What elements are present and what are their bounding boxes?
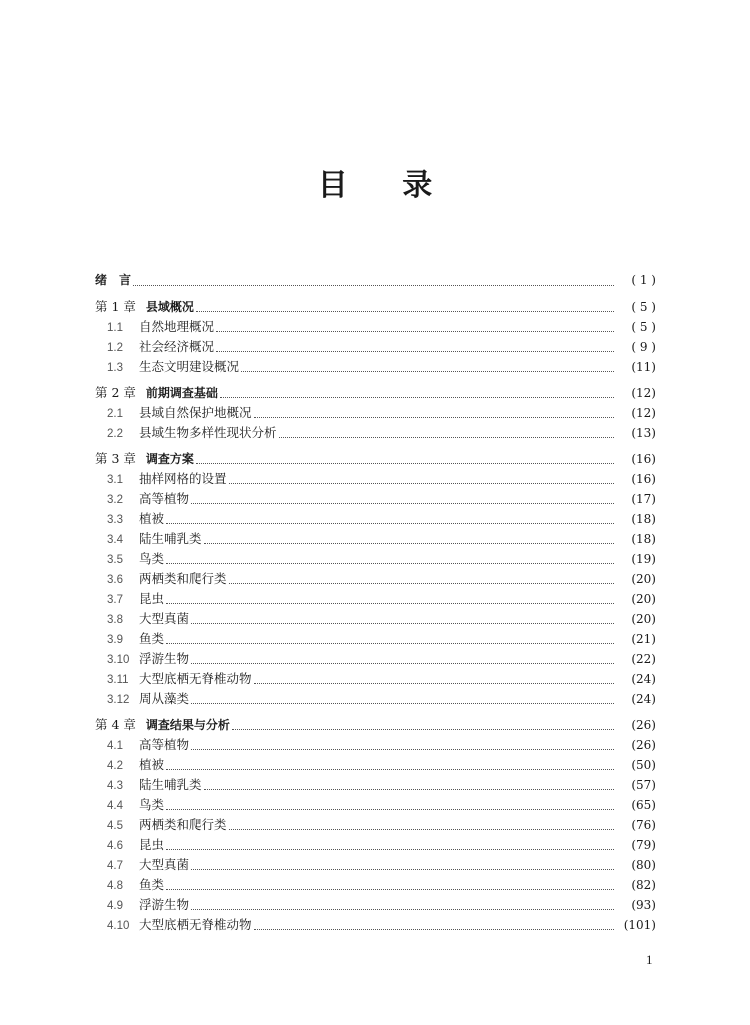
entry-number: 4.1: [107, 740, 123, 752]
entry-number: 3.1: [107, 474, 123, 486]
entry-title: 陆生哺乳类: [139, 777, 202, 792]
dot-leader: [166, 554, 614, 564]
entry-page-number: (26): [631, 738, 656, 752]
dot-leader: [166, 514, 614, 524]
entry-page-number: (76): [631, 818, 656, 832]
toc-subsection-entry[interactable]: [95, 569, 656, 589]
dot-leader: [166, 634, 614, 644]
entry-page-number: (80): [631, 858, 656, 872]
entry-page-number: (50): [631, 758, 656, 772]
entry-title: 高等植物: [139, 737, 190, 752]
entry-title: 自然地理概况: [139, 319, 215, 334]
toc-subsection-entry[interactable]: [95, 357, 656, 377]
entry-page-number: (93): [631, 898, 656, 912]
entry-title: 大型真菌: [139, 611, 190, 626]
entry-page-number: (16): [631, 452, 656, 466]
dot-leader: [254, 408, 614, 418]
toc-chapter-entry[interactable]: [95, 715, 656, 735]
entry-title: 调查结果与分析: [145, 718, 230, 732]
toc-subsection-entry[interactable]: [95, 509, 656, 529]
entry-number: 1.1: [107, 322, 123, 334]
entry-page-number: (24): [631, 672, 656, 686]
toc-subsection-entry[interactable]: [95, 489, 656, 509]
dot-leader: [191, 740, 614, 750]
entry-title: 前期调查基础: [145, 386, 218, 400]
entry-title: 绪 言: [95, 273, 132, 287]
toc-chapter-entry[interactable]: [95, 271, 656, 291]
dot-leader: [191, 494, 614, 504]
dot-leader: [204, 534, 614, 544]
entry-number: 4.7: [107, 860, 123, 872]
entry-page-number: (18): [631, 512, 656, 526]
entry-number: 2.1: [107, 408, 123, 420]
toc-subsection-entry[interactable]: [95, 815, 656, 835]
entry-number: 2.2: [107, 428, 123, 440]
dot-leader: [191, 654, 614, 664]
entry-title: 县域自然保护地概况: [139, 405, 252, 420]
entry-title: 昆虫: [139, 591, 165, 606]
entry-number: 3.7: [107, 594, 123, 606]
entry-page-number: (11): [631, 360, 656, 374]
page-number: 1: [646, 952, 653, 967]
table-of-contents: [95, 271, 656, 941]
entry-page-number: (65): [631, 798, 656, 812]
toc-section: [95, 271, 656, 291]
entry-page-number: ( 9 ): [631, 340, 656, 354]
entry-number: 4.4: [107, 800, 123, 812]
entry-page-number: ( 5 ): [631, 320, 656, 334]
entry-page-number: (12): [631, 406, 656, 420]
entry-title: 陆生哺乳类: [139, 531, 202, 546]
entry-page-number: (20): [631, 612, 656, 626]
toc-subsection-entry[interactable]: [95, 669, 656, 689]
entry-page-number: (20): [631, 592, 656, 606]
entry-number: 3.5: [107, 554, 123, 566]
toc-subsection-entry[interactable]: [95, 915, 656, 935]
entry-title: 鱼类: [139, 877, 165, 892]
entry-title: 大型底栖无脊椎动物: [139, 917, 252, 932]
entry-number: 4.6: [107, 840, 123, 852]
entry-number: 3.4: [107, 534, 123, 546]
dot-leader: [216, 342, 614, 352]
entry-number: 第 4 章: [95, 717, 136, 732]
entry-page-number: (16): [631, 472, 656, 486]
entry-page-number: (79): [631, 838, 656, 852]
entry-title: 鱼类: [139, 631, 165, 646]
dot-leader: [220, 388, 614, 398]
entry-number: 3.12: [107, 694, 130, 706]
dot-leader: [166, 800, 614, 810]
dot-leader: [204, 780, 614, 790]
entry-title: 鸟类: [139, 797, 165, 812]
toc-subsection-entry[interactable]: [95, 337, 656, 357]
toc-subsection-entry[interactable]: [95, 629, 656, 649]
entry-title: 两栖类和爬行类: [139, 571, 227, 586]
toc-subsection-entry[interactable]: [95, 423, 656, 443]
toc-subsection-entry[interactable]: [95, 589, 656, 609]
dot-leader: [216, 322, 614, 332]
entry-number: 4.3: [107, 780, 123, 792]
entry-page-number: (82): [631, 878, 656, 892]
entry-number: 3.8: [107, 614, 123, 626]
toc-subsection-entry[interactable]: [95, 855, 656, 875]
entry-title: 高等植物: [139, 491, 190, 506]
entry-page-number: (26): [631, 718, 656, 732]
entry-page-number: (21): [631, 632, 656, 646]
entry-title: 昆虫: [139, 837, 165, 852]
entry-title: 社会经济概况: [139, 339, 215, 354]
toc-subsection-entry[interactable]: [95, 649, 656, 669]
toc-subsection-entry[interactable]: [95, 895, 656, 915]
entry-page-number: (24): [631, 692, 656, 706]
entry-page-number: (57): [631, 778, 656, 792]
toc-subsection-entry[interactable]: [95, 755, 656, 775]
entry-page-number: (12): [631, 386, 656, 400]
entry-number: 第 2 章: [95, 385, 136, 400]
entry-number: 第 3 章: [95, 451, 136, 466]
dot-leader: [279, 428, 614, 438]
toc-subsection-entry[interactable]: [95, 549, 656, 569]
entry-page-number: (18): [631, 532, 656, 546]
entry-title: 县域生物多样性现状分析: [139, 425, 277, 440]
entry-title: 植被: [139, 757, 165, 772]
entry-page-number: (19): [631, 552, 656, 566]
entry-number: 3.10: [107, 654, 130, 666]
entry-number: 1.3: [107, 362, 123, 374]
dot-leader: [254, 920, 614, 930]
entry-page-number: (22): [631, 652, 656, 666]
entry-title: 浮游生物: [139, 651, 190, 666]
toc-subsection-entry[interactable]: [95, 735, 656, 755]
toc-section: [95, 383, 656, 443]
dot-leader: [166, 840, 614, 850]
entry-title: 大型真菌: [139, 857, 190, 872]
page-title: 目 录: [317, 168, 455, 203]
toc-chapter-entry[interactable]: [95, 297, 656, 317]
toc-section: [95, 715, 656, 935]
dot-leader: [232, 720, 614, 730]
entry-number: 4.2: [107, 760, 123, 772]
entry-title: 两栖类和爬行类: [139, 817, 227, 832]
entry-number: 3.11: [107, 674, 129, 686]
toc-chapter-entry[interactable]: [95, 383, 656, 403]
dot-leader: [166, 594, 614, 604]
entry-title: 鸟类: [139, 551, 165, 566]
toc-subsection-entry[interactable]: [95, 609, 656, 629]
toc-subsection-entry[interactable]: [95, 795, 656, 815]
entry-number: 4.9: [107, 900, 123, 912]
toc-subsection-entry[interactable]: [95, 469, 656, 489]
entry-number: 1.2: [107, 342, 123, 354]
toc-section: [95, 449, 656, 709]
entry-title: 大型底栖无脊椎动物: [139, 671, 252, 686]
dot-leader: [191, 900, 614, 910]
toc-section: [95, 297, 656, 377]
entry-title: 县域概况: [145, 300, 194, 314]
entry-number: 4.10: [107, 920, 130, 932]
dot-leader: [196, 302, 614, 312]
entry-number: 4.5: [107, 820, 123, 832]
dot-leader: [191, 860, 614, 870]
entry-title: 调查方案: [145, 452, 194, 466]
dot-leader: [196, 454, 614, 464]
entry-number: 4.8: [107, 880, 123, 892]
toc-subsection-entry[interactable]: [95, 689, 656, 709]
entry-number: 3.2: [107, 494, 123, 506]
dot-leader: [166, 880, 614, 890]
entry-page-number: (101): [623, 918, 656, 932]
entry-title: 生态文明建设概况: [139, 359, 240, 374]
toc-chapter-entry[interactable]: [95, 449, 656, 469]
toc-subsection-entry[interactable]: [95, 403, 656, 423]
toc-subsection-entry[interactable]: [95, 835, 656, 855]
dot-leader: [229, 474, 614, 484]
toc-subsection-entry[interactable]: [95, 775, 656, 795]
dot-leader: [229, 820, 614, 830]
dot-leader: [133, 276, 614, 286]
toc-subsection-entry[interactable]: [95, 529, 656, 549]
entry-number: 3.3: [107, 514, 123, 526]
entry-number: 3.6: [107, 574, 123, 586]
dot-leader: [241, 362, 614, 372]
entry-page-number: (20): [631, 572, 656, 586]
entry-title: 植被: [139, 511, 165, 526]
entry-number: 3.9: [107, 634, 123, 646]
entry-title: 抽样网格的设置: [139, 471, 227, 486]
entry-page-number: ( 1 ): [631, 273, 656, 287]
entry-page-number: (13): [631, 426, 656, 440]
dot-leader: [191, 694, 614, 704]
entry-page-number: (17): [631, 492, 656, 506]
toc-subsection-entry[interactable]: [95, 317, 656, 337]
entry-title: 周从藻类: [139, 691, 190, 706]
dot-leader: [191, 614, 614, 624]
dot-leader: [229, 574, 614, 584]
entry-page-number: ( 5 ): [631, 300, 656, 314]
dot-leader: [254, 674, 614, 684]
toc-subsection-entry[interactable]: [95, 875, 656, 895]
entry-title: 浮游生物: [139, 897, 190, 912]
dot-leader: [166, 760, 614, 770]
entry-number: 第 1 章: [95, 299, 136, 314]
